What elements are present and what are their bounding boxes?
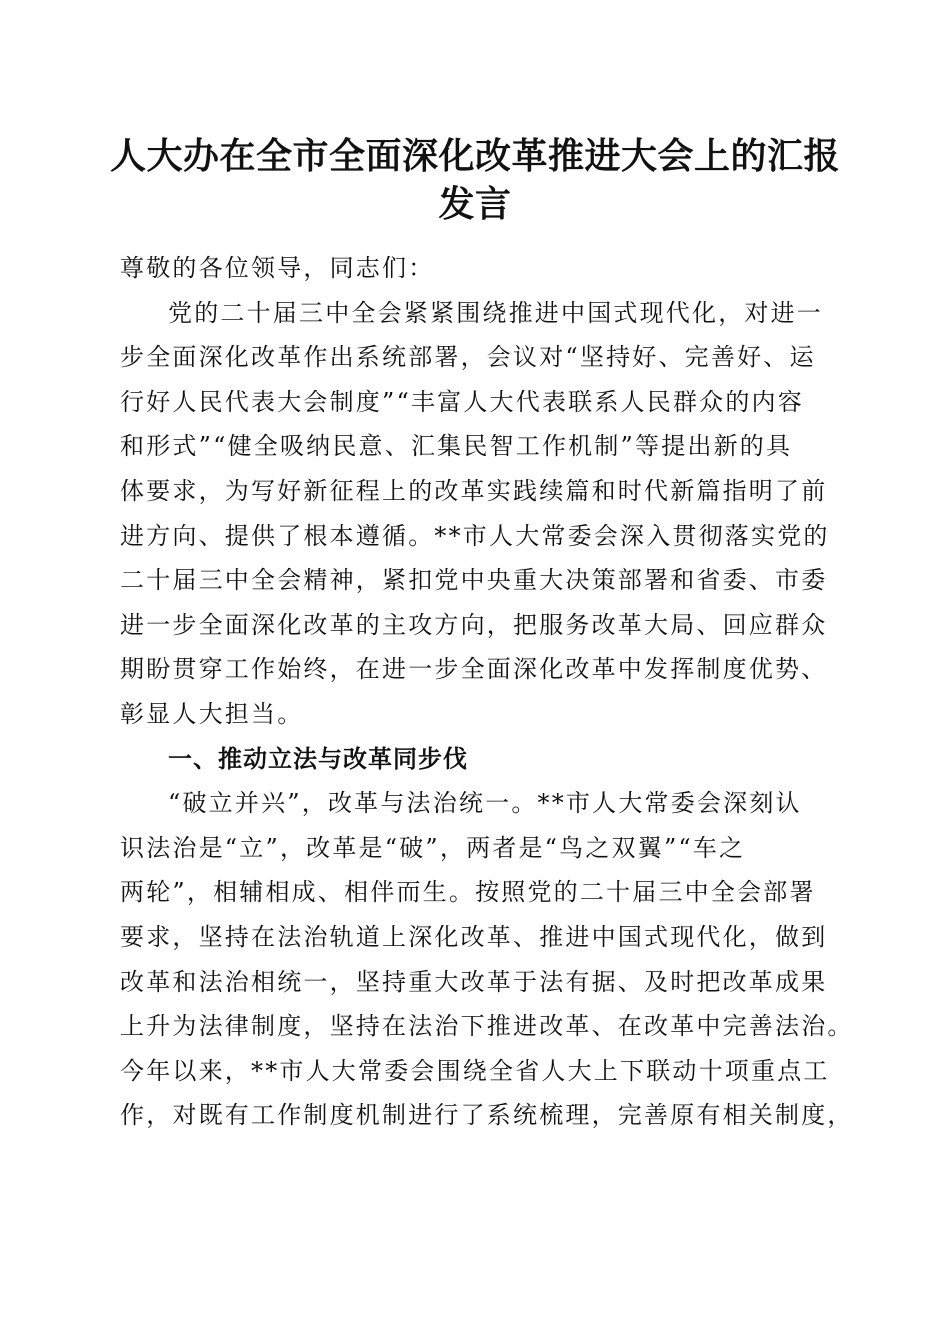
paragraph-line: 进一步全面深化改革的主攻方向，把服务改革大局、回应群众 xyxy=(120,610,828,639)
paragraph-line: 二十届三中全会精神，紧扣党中央重大决策部署和省委、市委 xyxy=(120,566,828,595)
paragraph-line: 行好人民代表大会制度”“丰富人大代表联系人民群众的内容 xyxy=(120,387,804,416)
paragraph-line: 党的二十届三中全会紧紧围绕推进中国式现代化，对进一 xyxy=(168,298,823,327)
document-title xyxy=(100,132,850,228)
paragraph-line: 改革和法治相统一，坚持重大改革于法有据、及时把改革成果 xyxy=(120,967,828,996)
title-line: 发言 xyxy=(438,183,512,225)
paragraph-line: 彰显人大担当。 xyxy=(120,699,304,728)
paragraph-line: 今年以来，**市人大常委会围绕全省人大上下联动十项重点工 xyxy=(120,1056,830,1085)
paragraph-line: 体要求，为写好新征程上的改革实践续篇和时代新篇指明了前 xyxy=(120,476,828,505)
paragraph-line: 进方向、提供了根本遵循。**市人大常委会深入贯彻落实党的 xyxy=(120,521,830,550)
title-line: 人大办在全市全面深化改革推进大会上的汇报 xyxy=(109,135,840,177)
paragraph-line: 和形式”“健全吸纳民意、汇集民智工作机制”等提出新的具 xyxy=(120,432,793,461)
paragraph-1 xyxy=(120,291,840,737)
document-body xyxy=(120,246,854,1138)
paragraph-line: 步全面深化改革作出系统部署，会议对“坚持好、完善好、运 xyxy=(120,343,816,372)
paragraph-2 xyxy=(120,781,854,1138)
paragraph-line: 要求，坚持在法治轨道上深化改革、推进中国式现代化，做到 xyxy=(120,922,828,951)
paragraph-line: “破立并兴”，改革与法治统一。**市人大常委会深刻认 xyxy=(168,789,802,818)
paragraph-line: 期盼贯穿工作始终，在进一步全面深化改革中发挥制度优势、 xyxy=(120,655,828,684)
paragraph-line: 作，对既有工作制度机制进行了系统梳理，完善原有相关制度， xyxy=(120,1101,854,1130)
paragraph-line: 两轮”，相辅相成、相伴而生。按照党的二十届三中全会部署 xyxy=(120,878,816,907)
salutation: 尊敬的各位领导，同志们： xyxy=(120,254,435,282)
paragraph-line: 上升为法律制度，坚持在法治下推进改革、在改革中完善法治。 xyxy=(120,1012,854,1041)
section-heading: 一、推动立法与改革同步伐 xyxy=(168,744,468,773)
paragraph-line: 识法治是“立”，改革是“破”，两者是“鸟之双翼”“车之 xyxy=(120,833,746,862)
